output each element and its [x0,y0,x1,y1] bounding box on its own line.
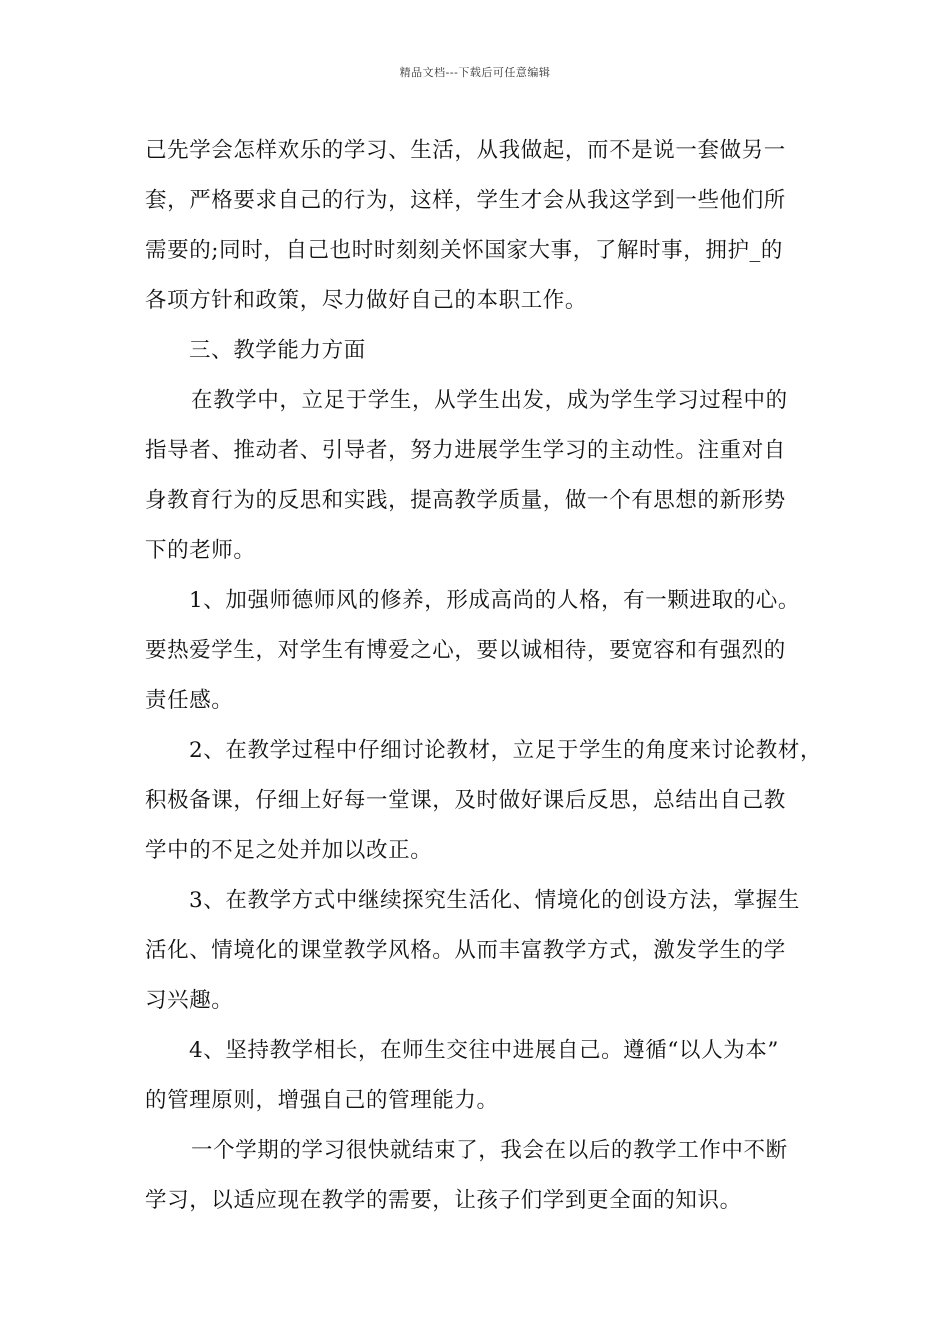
text-line: 1、加强师德师风的修养，形成高尚的人格，有一颗进取的心。 [189,588,800,613]
text-line: 指导者、推动者、引导者，努力进展学生学习的主动性。注重对自 [145,438,786,463]
text-line: 己先学会怎样欢乐的学习、生活，从我做起，而不是说一套做另一 [145,138,786,163]
text-line: 的管理原则，增强自己的管理能力。 [145,1088,499,1113]
text-line: 在教学中，立足于学生，从学生出发，成为学生学习过程中的 [191,388,788,413]
text-line: 活化、情境化的课堂教学风格。从而丰富教学方式，激发学生的学 [145,938,786,963]
document-body [145,126,823,1226]
text-line: 3、在教学方式中继续探究生活化、情境化的创设方法，掌握生 [189,888,800,913]
text-line: 各项方针和政策，尽力做好自己的本职工作。 [145,288,588,313]
text-line: 习兴趣。 [145,988,234,1013]
text-line: 积极备课，仔细上好每一堂课，及时做好课后反思，总结出自己教 [145,788,786,813]
text-line: 需要的;同时，自己也时时刻刻关怀国家大事，了解时事，拥护_的 [145,238,783,263]
text-line: 4、坚持教学相长，在师生交往中进展自己。遵循“以人为本” [189,1038,779,1063]
text-line: 套，严格要求自己的行为，这样，学生才会从我这学到一些他们所 [145,188,786,213]
text-line: 要热爱学生，对学生有博爱之心，要以诚相待，要宽容和有强烈的 [145,638,786,663]
text-line: 身教育行为的反思和实践，提高教学质量，做一个有思想的新形势 [145,488,786,513]
text-line: 下的老师。 [145,538,256,563]
section-heading: 三、教学能力方面 [189,338,366,363]
text-line: 一个学期的学习很快就结束了，我会在以后的教学工作中不断 [191,1138,788,1163]
page-header: 精品文档---下载后可任意编辑 [399,66,551,79]
text-line: 2、在教学过程中仔细讨论教材，立足于学生的角度来讨论教材， [189,738,823,763]
text-line: 学习，以适应现在教学的需要，让孩子们学到更全面的知识。 [145,1188,742,1213]
text-line: 责任感。 [145,688,234,713]
text-line: 学中的不足之处并加以改正。 [145,838,433,863]
